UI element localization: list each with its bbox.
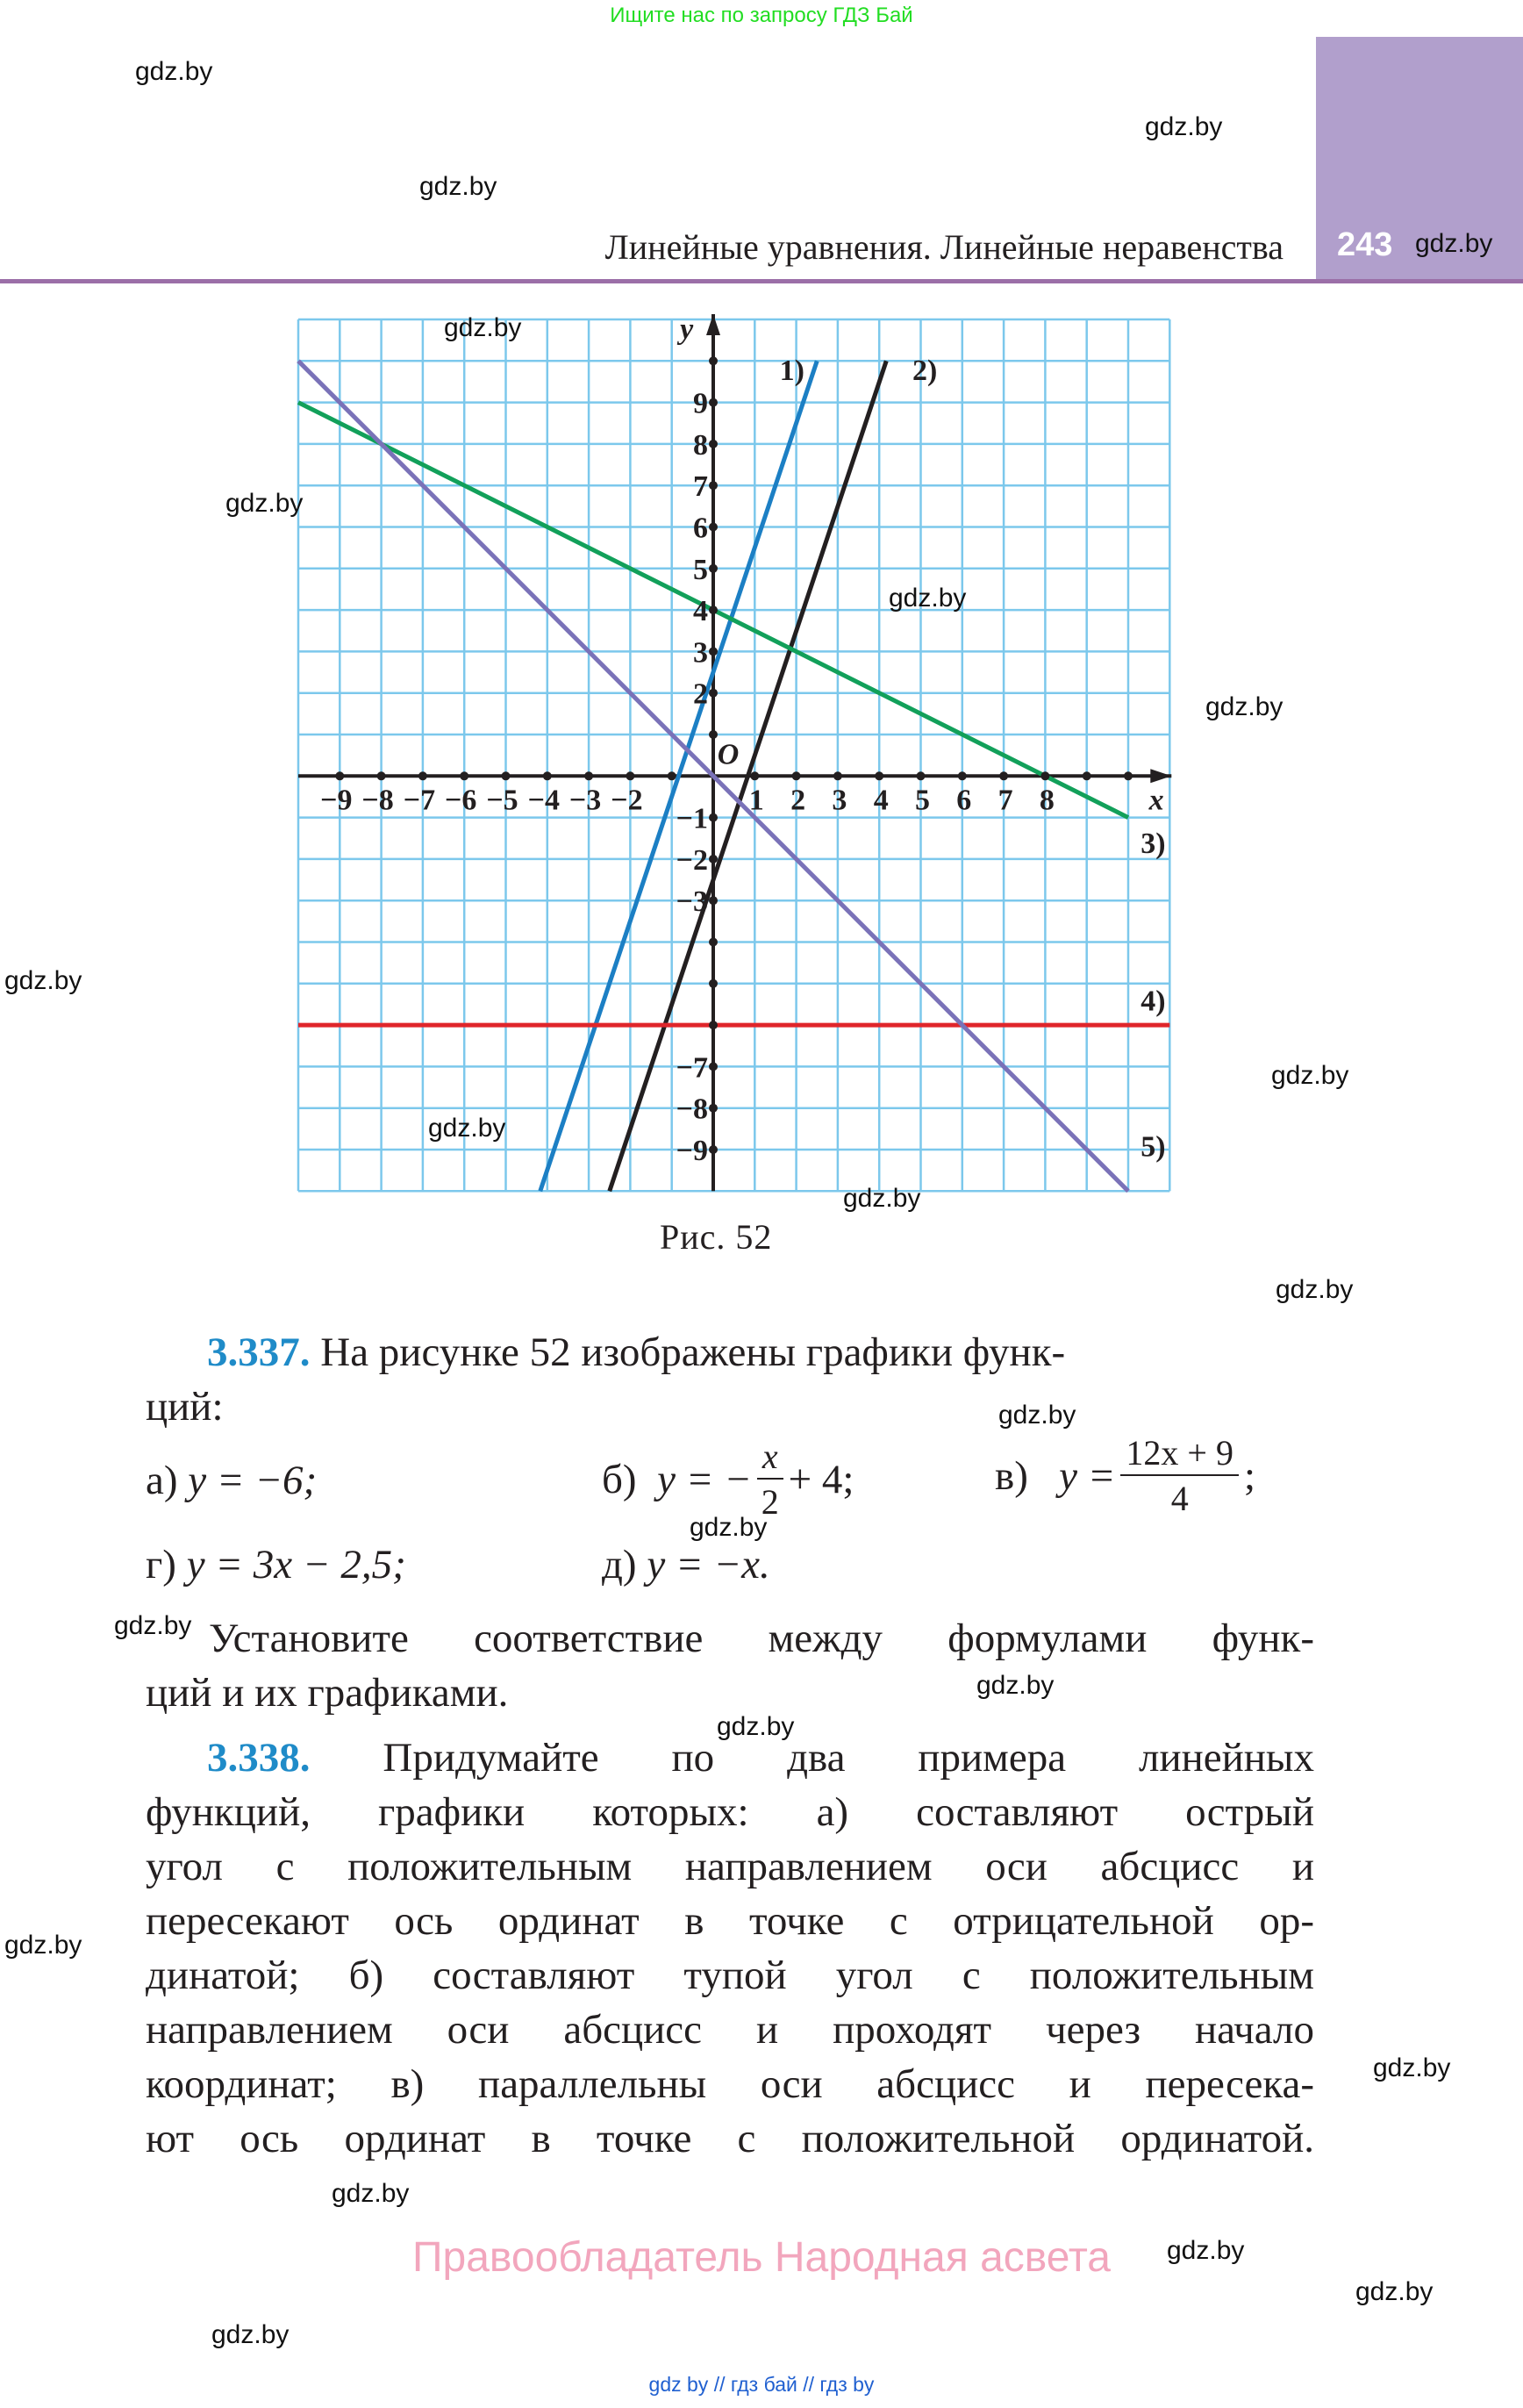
problem-text: Придумайте по два примера линейных [383,1735,1314,1781]
y-tick-label: −9 [676,1135,708,1167]
item-label: б) [602,1457,637,1502]
watermark: gdz.by [225,489,304,518]
formula-a [146,1457,317,1504]
watermark: gdz.by [843,1184,921,1213]
problem-text-line: направлением оси абсцисс и проходят через начало [146,2007,1314,2053]
y-axis-dot [709,689,718,698]
formula-d [602,1541,770,1588]
series-label: 1) [779,354,805,387]
watermark: gdz.by [998,1401,1076,1430]
watermark: gdz.by [1276,1275,1354,1304]
x-tick-label: 3 [832,784,847,817]
problem-text-line: координат; в) параллельны оси абсцисс и пересека- [146,2061,1314,2107]
y-axis-dot [709,938,718,947]
problem-text-line: ют ось ординат в точке с положительной ординатой. [146,2116,1314,2161]
y-tick-label: 2 [693,677,708,711]
problem-number: 3.338. [207,1735,311,1781]
watermark: gdz.by [211,2320,290,2349]
y-axis-dot [709,398,718,407]
bottom-links[interactable]: gdz by // гдз бай // гдз by [648,2373,875,2396]
watermark: gdz.by [428,1114,506,1143]
y-axis-dot [709,813,718,822]
item-label: г) [146,1542,176,1587]
denominator: 2 [761,1482,779,1522]
formula: y = −x. [647,1542,770,1587]
x-axis-dot [792,771,801,780]
x-axis-arrow-icon [1150,769,1171,783]
problem-text-line: функций, графики которых: а) составляют острый [146,1789,1314,1835]
x-tick-label: 5 [915,784,930,817]
problem-3-337-line4: ций и их графиками. [146,1670,509,1716]
x-tick-label: −5 [486,784,518,817]
problem-3-337-line3: Установите соответствие между формулами функ- [209,1616,1314,1661]
x-tick-label: −4 [527,784,560,817]
formula-v [995,1433,1256,1518]
running-header-title: Линейные уравнения. Линейные неравенства [604,227,1283,267]
formula-rest: ; [1243,1453,1256,1499]
x-tick-label: −8 [361,784,394,817]
problem-text-line: динатой; б) составляют тупой угол с положительным [146,1953,1314,1998]
y-axis-dot [709,1104,718,1113]
watermark: gdz.by [444,313,522,342]
formula: y = [1059,1453,1116,1499]
x-tick-label: −2 [611,784,643,817]
y-tick-label: −2 [676,843,708,877]
y-tick-label: −1 [676,802,708,835]
item-label: а) [146,1458,178,1503]
watermark: gdz.by [1145,112,1223,141]
problem-3-337-line2: ций: [146,1384,224,1430]
x-axis-dot [502,771,511,780]
x-axis-dot [543,771,552,780]
watermark: gdz.by [135,57,213,86]
x-tick-label: 4 [873,784,889,817]
watermark: gdz.by [419,172,497,201]
series-label: 4) [1140,985,1166,1018]
y-axis-dot [709,1145,718,1154]
problem-number: 3.337. [207,1329,311,1375]
formula-b [602,1439,854,1520]
x-tick-label: −7 [403,784,436,817]
x-tick-label: 8 [1039,784,1055,817]
y-tick-label: 5 [693,553,708,586]
x-axis-dot [833,771,842,780]
problem-text-line: пересекают ось ординат в точке с отрицательной ор- [146,1898,1314,1944]
watermark: gdz.by [1167,2236,1245,2265]
y-axis-dot [709,523,718,532]
x-axis-dot [418,771,427,780]
formula-g [146,1541,406,1588]
watermark: gdz.by [1355,2277,1434,2306]
x-axis-dot [626,771,634,780]
x-tick-label: −9 [320,784,353,817]
y-axis-dot [709,440,718,448]
watermark: gdz.by [690,1513,768,1542]
problem-3-337-line1 [207,1329,1065,1376]
x-axis-label: x [1148,784,1164,817]
y-axis-dot [709,564,718,573]
series-label: 5) [1140,1130,1166,1164]
y-tick-label: 8 [693,428,708,462]
y-tick-label: 3 [693,636,708,670]
figure-caption: Рис. 52 [660,1217,773,1257]
top-search-note: Ищите нас по запросу ГДЗ Бай [610,4,913,27]
y-axis-dot [709,1062,718,1071]
x-axis-dot [958,771,967,780]
x-axis-dot [875,771,883,780]
x-tick-label: 2 [790,784,806,817]
numerator: 12x + 9 [1120,1436,1239,1476]
item-label: д) [602,1542,637,1587]
y-tick-label: −7 [676,1051,708,1085]
fraction [1120,1433,1239,1518]
item-label: в) [995,1453,1028,1499]
watermark: gdz.by [4,966,82,995]
x-tick-label: −6 [445,784,477,817]
y-axis-dot [709,481,718,490]
watermark: gdz.by [1415,229,1493,258]
formula-rest: + 4; [788,1457,854,1502]
y-axis-dot [709,647,718,656]
formula: y = −6; [188,1458,318,1503]
y-axis-dot [709,606,718,614]
y-axis-dot [709,356,718,365]
y-tick-label: 6 [693,512,708,545]
y-axis-dot [709,855,718,864]
y-tick-label: 4 [693,595,708,628]
formula: y = 3x − 2,5; [186,1542,406,1587]
y-axis-dot [709,979,718,988]
copyright-footer: Правообладатель Народная асвета [412,2234,1111,2281]
y-axis-arrow-icon [706,314,720,335]
x-tick-label: 6 [956,784,972,817]
watermark: gdz.by [332,2179,410,2208]
x-tick-label: 1 [748,784,764,817]
x-axis-dot [335,771,344,780]
denominator: 4 [1170,1479,1189,1518]
y-axis-dot [709,1021,718,1029]
x-axis-dot [1083,771,1091,780]
series-label: 3) [1140,827,1166,860]
y-tick-label: 7 [693,470,708,504]
fraction [757,1439,783,1520]
x-axis-dot [1124,771,1133,780]
origin-label: O [717,738,740,771]
x-axis-dot [750,771,759,780]
y-tick-label: −8 [676,1093,708,1126]
x-axis-dot [668,771,676,780]
page-number: 243 [1337,226,1393,263]
x-tick-label: −3 [568,784,602,817]
watermark: gdz.by [976,1671,1055,1700]
numerator: x [757,1439,783,1480]
y-tick-label: −3 [676,885,708,919]
y-axis-dot [709,730,718,739]
x-axis-dot [1040,771,1049,780]
x-axis-dot [584,771,593,780]
formula: y = − [657,1457,752,1502]
watermark: gdz.by [4,1931,82,1960]
y-axis-label: y [680,313,694,346]
y-axis-dot [709,896,718,905]
x-axis-dot [917,771,926,780]
series-label: 2) [912,354,938,387]
watermark: gdz.by [717,1712,795,1741]
watermark: gdz.by [1373,2053,1451,2082]
watermark: gdz.by [114,1611,192,1640]
problem-text: На рисунке 52 изображены графики функ- [320,1329,1066,1375]
x-tick-label: 7 [997,784,1013,817]
watermark: gdz.by [1271,1061,1349,1090]
watermark: gdz.by [1205,692,1283,721]
problem-text-line: угол с положительным направлением оси абсцисс и [146,1844,1314,1889]
x-axis-dot [460,771,468,780]
x-axis-dot [377,771,386,780]
watermark: gdz.by [889,584,967,613]
x-axis-dot [999,771,1008,780]
y-tick-label: 9 [693,387,708,420]
